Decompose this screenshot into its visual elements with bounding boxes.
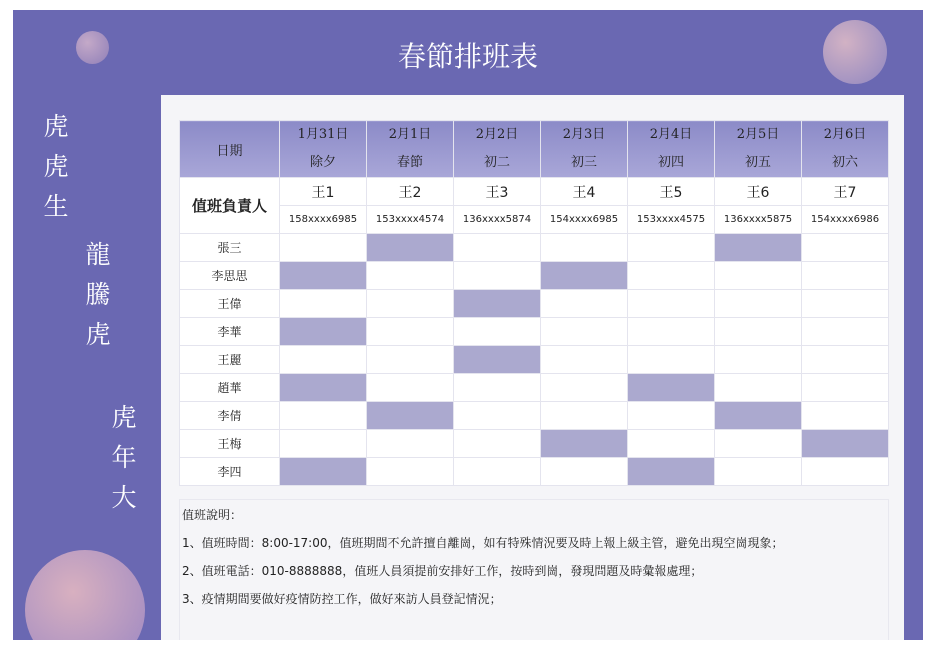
shift-cell[interactable] (454, 402, 541, 430)
staff-name: 王麗 (180, 346, 280, 374)
shift-cell[interactable] (367, 458, 454, 486)
notes-item-2: 2、值班電話：010-8888888，值班人員須提前安排好工作，按時到崗，發現問題及時彙報處理； (182, 564, 703, 578)
side-char: 虎 (85, 320, 111, 349)
day-header (367, 121, 454, 178)
shift-cell[interactable] (802, 290, 889, 318)
shift-cell[interactable] (715, 346, 802, 374)
shift-cell[interactable] (628, 262, 715, 290)
side-char: 年 (111, 443, 137, 472)
shift-cell-assigned[interactable] (454, 346, 541, 374)
shift-cell[interactable] (628, 290, 715, 318)
manager-cell: 王6 (715, 178, 802, 206)
side-text-2 (83, 235, 113, 355)
shift-cell[interactable] (541, 290, 628, 318)
day-date: 2月6日 (823, 127, 867, 142)
staff-name: 王偉 (180, 290, 280, 318)
schedule-table (179, 120, 889, 486)
shift-cell[interactable] (715, 290, 802, 318)
shift-cell-assigned[interactable] (454, 290, 541, 318)
phone-cell: 154xxxx6985 (541, 206, 628, 234)
shift-cell[interactable] (367, 290, 454, 318)
shift-cell-assigned[interactable] (541, 430, 628, 458)
shift-cell-assigned[interactable] (367, 402, 454, 430)
staff-row (180, 262, 889, 290)
shift-cell-assigned[interactable] (541, 262, 628, 290)
phone-cell: 158xxxx6985 (280, 206, 367, 234)
shift-cell[interactable] (280, 402, 367, 430)
day-label: 初三 (570, 155, 597, 170)
shift-cell[interactable] (541, 346, 628, 374)
staff-row (180, 458, 889, 486)
staff-row (180, 234, 889, 262)
day-label: 初五 (744, 155, 771, 170)
shift-cell[interactable] (802, 262, 889, 290)
shift-cell-assigned[interactable] (715, 234, 802, 262)
day-header (280, 121, 367, 178)
day-date: 2月2日 (475, 127, 519, 142)
shift-cell-assigned[interactable] (628, 458, 715, 486)
shift-cell[interactable] (802, 234, 889, 262)
shift-cell[interactable] (628, 402, 715, 430)
day-header (541, 121, 628, 178)
staff-row (180, 318, 889, 346)
staff-row (180, 374, 889, 402)
staff-name: 趙華 (180, 374, 280, 402)
staff-name: 李華 (180, 318, 280, 346)
shift-cell[interactable] (715, 318, 802, 346)
day-date: 1月31日 (297, 127, 349, 142)
shift-cell[interactable] (802, 318, 889, 346)
staff-name: 王梅 (180, 430, 280, 458)
shift-cell[interactable] (628, 430, 715, 458)
notes-heading: 值班說明： (182, 508, 243, 522)
side-char: 騰 (85, 280, 111, 309)
shift-cell[interactable] (715, 458, 802, 486)
shift-cell[interactable] (541, 402, 628, 430)
phone-row (180, 206, 889, 234)
notes-item-1: 1、值班時間：8:00-17:00，值班期間不允許擅自離崗，如有特殊情況要及時上報上級主管，避免出現空崗現象； (182, 536, 784, 550)
day-header (802, 121, 889, 178)
shift-cell[interactable] (802, 346, 889, 374)
manager-cell: 王4 (541, 178, 628, 206)
side-char: 龍 (85, 240, 111, 269)
shift-cell[interactable] (628, 346, 715, 374)
shift-cell[interactable] (715, 374, 802, 402)
shift-cell[interactable] (541, 234, 628, 262)
header-row (180, 121, 889, 178)
shift-cell[interactable] (454, 234, 541, 262)
shift-cell[interactable] (454, 458, 541, 486)
shift-cell[interactable] (367, 346, 454, 374)
side-char: 生 (43, 192, 69, 221)
side-char: 虎 (43, 112, 69, 141)
shift-cell-assigned[interactable] (715, 402, 802, 430)
manager-cell: 王3 (454, 178, 541, 206)
staff-row (180, 402, 889, 430)
side-text-3 (109, 398, 139, 518)
day-label: 春節 (396, 155, 423, 170)
shift-cell[interactable] (715, 430, 802, 458)
shift-cell[interactable] (367, 374, 454, 402)
side-char: 虎 (43, 152, 69, 181)
manager-cell: 王1 (280, 178, 367, 206)
shift-cell-assigned[interactable] (280, 262, 367, 290)
manager-row (180, 178, 889, 206)
shift-cell[interactable] (454, 262, 541, 290)
day-label: 初六 (831, 155, 858, 170)
shift-cell-assigned[interactable] (802, 430, 889, 458)
day-date: 2月5日 (736, 127, 780, 142)
shift-cell[interactable] (367, 430, 454, 458)
notes-item-3: 3、疫情期間要做好疫情防控工作，做好來訪人員登記情況； (182, 592, 502, 606)
day-header (454, 121, 541, 178)
shift-cell[interactable] (541, 374, 628, 402)
shift-cell[interactable] (454, 430, 541, 458)
staff-name: 張三 (180, 234, 280, 262)
shift-cell-assigned[interactable] (280, 374, 367, 402)
manager-cell: 王2 (367, 178, 454, 206)
shift-cell[interactable] (628, 234, 715, 262)
shift-cell[interactable] (802, 374, 889, 402)
shift-cell[interactable] (802, 402, 889, 430)
day-date: 2月3日 (562, 127, 606, 142)
day-label: 初二 (483, 155, 510, 170)
side-char: 虎 (111, 403, 137, 432)
staff-name: 李四 (180, 458, 280, 486)
side-text-1 (41, 107, 71, 227)
schedule-card (161, 95, 904, 640)
day-label: 除夕 (309, 155, 336, 170)
staff-row (180, 290, 889, 318)
staff-row (180, 346, 889, 374)
shift-cell[interactable] (541, 318, 628, 346)
phone-cell: 153xxxx4574 (367, 206, 454, 234)
day-header (628, 121, 715, 178)
shift-cell[interactable] (367, 262, 454, 290)
shift-cell-assigned[interactable] (367, 234, 454, 262)
day-header (715, 121, 802, 178)
shift-cell[interactable] (715, 262, 802, 290)
phone-cell: 154xxxx6986 (802, 206, 889, 234)
page-title: 春節排班表 (397, 40, 538, 73)
staff-row (180, 430, 889, 458)
shift-cell[interactable] (367, 318, 454, 346)
shift-cell-assigned[interactable] (628, 374, 715, 402)
duty-notes (179, 499, 889, 640)
shift-cell-assigned[interactable] (280, 458, 367, 486)
shift-cell[interactable] (454, 318, 541, 346)
staff-name: 李倩 (180, 402, 280, 430)
shift-cell[interactable] (280, 290, 367, 318)
manager-cell: 王7 (802, 178, 889, 206)
day-date: 2月4日 (649, 127, 693, 142)
phone-cell: 136xxxx5874 (454, 206, 541, 234)
side-char: 大 (111, 483, 137, 512)
shift-cell[interactable] (628, 318, 715, 346)
staff-name: 李思思 (180, 262, 280, 290)
day-label: 初四 (657, 155, 684, 170)
shift-cell[interactable] (454, 374, 541, 402)
page-frame (13, 10, 923, 640)
decor-circle-bottom-left (25, 550, 145, 640)
shift-cell-assigned[interactable] (280, 318, 367, 346)
phone-cell: 136xxxx5875 (715, 206, 802, 234)
shift-cell[interactable] (280, 234, 367, 262)
shift-cell[interactable] (541, 458, 628, 486)
manager-cell: 王5 (628, 178, 715, 206)
day-date: 2月1日 (388, 127, 432, 142)
shift-cell[interactable] (802, 458, 889, 486)
date-header: 日期 (180, 121, 280, 178)
shift-cell[interactable] (280, 346, 367, 374)
responsible-label: 值班負責人 (180, 178, 280, 234)
shift-cell[interactable] (280, 430, 367, 458)
phone-cell: 153xxxx4575 (628, 206, 715, 234)
